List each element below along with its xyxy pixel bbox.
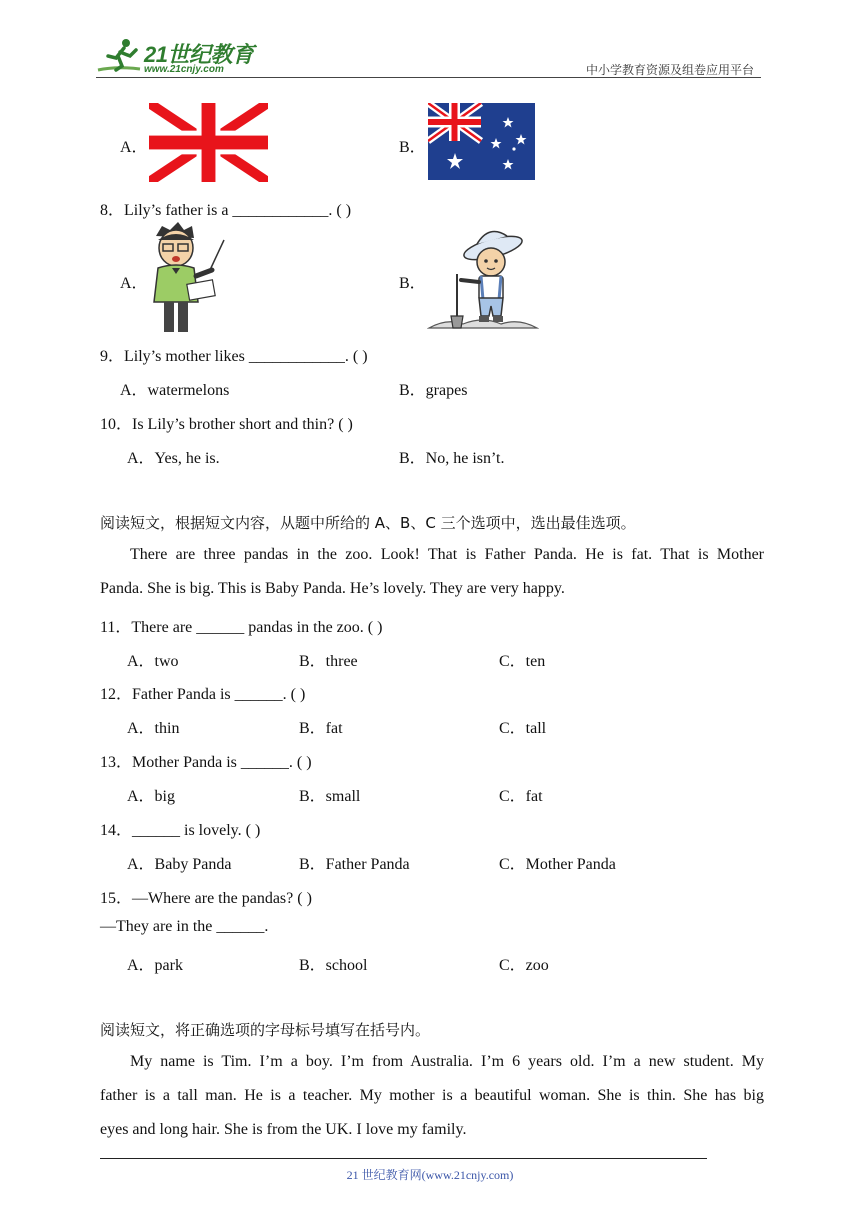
section3-instruction: 阅读短文，将正确选项的字母标号填写在括号内。	[100, 1021, 431, 1039]
q8-option-b-label: B．	[399, 275, 426, 292]
q10-option-b: B．No, he isn’t.	[399, 450, 505, 467]
q11-stem: 11．There are ______ pandas in the zoo. ( )	[100, 619, 383, 636]
q13-option-a: A．big	[127, 788, 176, 805]
q9-stem: 9．Lily’s mother likes ____________. ( )	[100, 348, 368, 365]
q10-option-a: A．Yes, he is.	[127, 450, 220, 467]
q12-option-b: B．fat	[299, 720, 343, 737]
logo-text: 21世纪教育	[144, 42, 254, 67]
header-divider	[96, 77, 761, 78]
running-figure-icon	[96, 36, 142, 76]
q14-option-c: C．Mother Panda	[499, 856, 616, 873]
q12-option-c: C．tall	[499, 720, 547, 737]
site-logo	[96, 36, 296, 78]
section2-instruction: 阅读短文，根据短文内容，从题中所给的 A、B、C 三个选项中，选出最佳选项。	[100, 514, 636, 532]
logo-url: www.21cnjy.com	[144, 64, 224, 75]
section2-passage-line2: Panda. She is big. This is Baby Panda. He’s lovely. They are very happy.	[100, 580, 565, 597]
q11-option-a: A．two	[127, 653, 179, 670]
footer-divider	[100, 1158, 707, 1159]
q10-stem: 10．Is Lily’s brother short and thin? ( )	[100, 416, 353, 433]
q9-option-a: A．watermelons	[120, 382, 230, 399]
q8-option-a-label: A．	[120, 275, 148, 292]
q14-stem: 14．______ is lovely. ( )	[100, 822, 261, 839]
section2-passage-line1: There are three pandas in the zoo. Look! That is Father Panda. He is fat. That is Mother	[130, 546, 764, 563]
q7-option-b-label: B．	[399, 139, 426, 156]
q15-option-a: A．park	[127, 957, 183, 974]
q13-stem: 13．Mother Panda is ______. ( )	[100, 754, 312, 771]
q11-option-c: C．ten	[499, 653, 546, 670]
q13-option-b: B．small	[299, 788, 361, 805]
q13-option-c: C．fat	[499, 788, 543, 805]
q7-option-a-label: A．	[120, 139, 148, 156]
q14-option-b: B．Father Panda	[299, 856, 410, 873]
q15-option-c: C．zoo	[499, 957, 549, 974]
q15-stem-answer-line: —They are in the ______.	[100, 918, 269, 935]
q12-option-a: A．thin	[127, 720, 180, 737]
q15-option-b: B．school	[299, 957, 368, 974]
teacher-illustration	[148, 222, 226, 334]
section3-passage-line1: My name is Tim. I’m a boy. I’m from Australia. I’m 6 years old. I’m a new student. My	[130, 1053, 764, 1070]
q14-option-a: A．Baby Panda	[127, 856, 232, 873]
header-platform-text: 中小学教育资源及组卷应用平台	[585, 63, 754, 77]
farmer-illustration	[427, 224, 539, 331]
australia-flag-icon	[428, 103, 535, 180]
footer-text: 21 世纪教育网(www.21cnjy.com)	[346, 1168, 514, 1182]
q8-stem: 8．Lily’s father is a ____________. ( )	[100, 202, 352, 219]
uk-flag-icon	[149, 103, 268, 182]
q11-option-b: B．three	[299, 653, 358, 670]
q15-stem: 15．—Where are the pandas? ( )	[100, 890, 312, 907]
q12-stem: 12．Father Panda is ______. ( )	[100, 686, 306, 703]
section3-passage-line3: eyes and long hair. She is from the UK. I love my family.	[100, 1121, 467, 1138]
q9-option-b: B．grapes	[399, 382, 468, 399]
section3-passage-line2: father is a tall man. He is a teacher. My mother is a beautiful woman. She is thin. She has big	[100, 1087, 764, 1104]
